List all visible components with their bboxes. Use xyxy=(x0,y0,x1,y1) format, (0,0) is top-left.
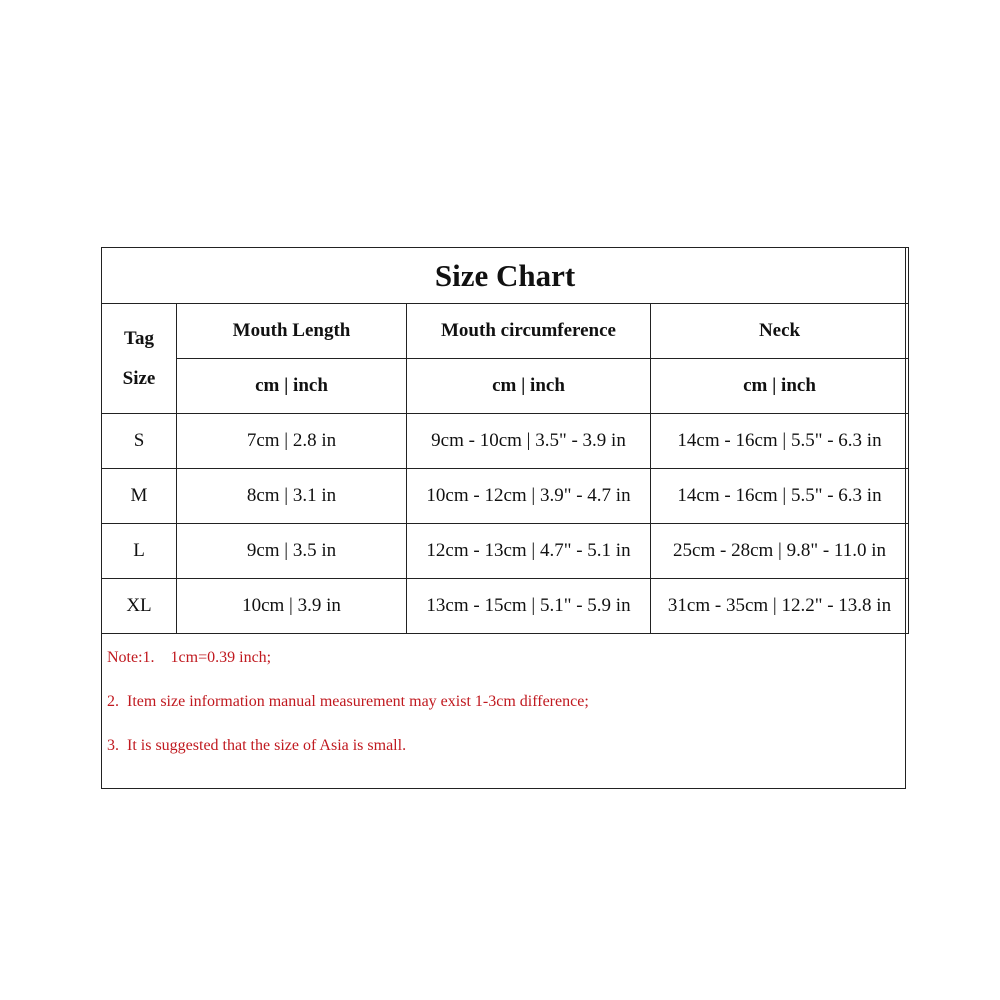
mouth-circumference-header: Mouth circumference xyxy=(407,304,651,359)
tag-size-header xyxy=(102,304,177,414)
note-line: Note:1. 1cm=0.39 inch; xyxy=(107,649,272,666)
table-row xyxy=(102,414,909,469)
mouth-circumference-cell: 13cm - 15cm | 5.1" - 5.9 in xyxy=(407,579,651,634)
mouth-length-cell: 10cm | 3.9 in xyxy=(177,579,407,634)
table-row xyxy=(102,579,909,634)
table-row xyxy=(102,469,909,524)
mouth-length-cell: 9cm | 3.5 in xyxy=(177,524,407,579)
unit-header-row xyxy=(102,359,909,414)
size-cell: S xyxy=(102,414,177,469)
neck-cell: 14cm - 16cm | 5.5" - 6.3 in xyxy=(651,469,909,524)
column-header-row xyxy=(102,304,909,359)
title-row xyxy=(102,248,909,304)
neck-cell: 25cm - 28cm | 9.8" - 11.0 in xyxy=(651,524,909,579)
chart-title: Size Chart xyxy=(102,248,909,304)
tag-size-label-line2: Size xyxy=(122,367,156,389)
mouth-length-cell: 7cm | 2.8 in xyxy=(177,414,407,469)
neck-cell: 31cm - 35cm | 12.2" - 13.8 in xyxy=(651,579,909,634)
size-chart xyxy=(101,247,906,789)
notes-section xyxy=(107,636,897,768)
mouth-circumference-cell: 12cm - 13cm | 4.7" - 5.1 in xyxy=(407,524,651,579)
size-cell: L xyxy=(102,524,177,579)
mouth-circumference-unit: cm | inch xyxy=(407,359,651,414)
size-cell: M xyxy=(102,469,177,524)
note-line: 2. Item size information manual measurement may exist 1-3cm difference; xyxy=(107,693,589,710)
neck-header: Neck xyxy=(651,304,909,359)
neck-cell: 14cm - 16cm | 5.5" - 6.3 in xyxy=(651,414,909,469)
note-line: 3. It is suggested that the size of Asia is small. xyxy=(107,737,407,754)
neck-unit: cm | inch xyxy=(651,359,909,414)
mouth-length-header: Mouth Length xyxy=(177,304,407,359)
size-cell: XL xyxy=(102,579,177,634)
table-row xyxy=(102,524,909,579)
mouth-length-cell: 8cm | 3.1 in xyxy=(177,469,407,524)
mouth-length-unit: cm | inch xyxy=(177,359,407,414)
mouth-circumference-cell: 9cm - 10cm | 3.5" - 3.9 in xyxy=(407,414,651,469)
mouth-circumference-cell: 10cm - 12cm | 3.9" - 4.7 in xyxy=(407,469,651,524)
size-table xyxy=(101,247,909,634)
tag-size-label-line1: Tag xyxy=(124,327,154,349)
